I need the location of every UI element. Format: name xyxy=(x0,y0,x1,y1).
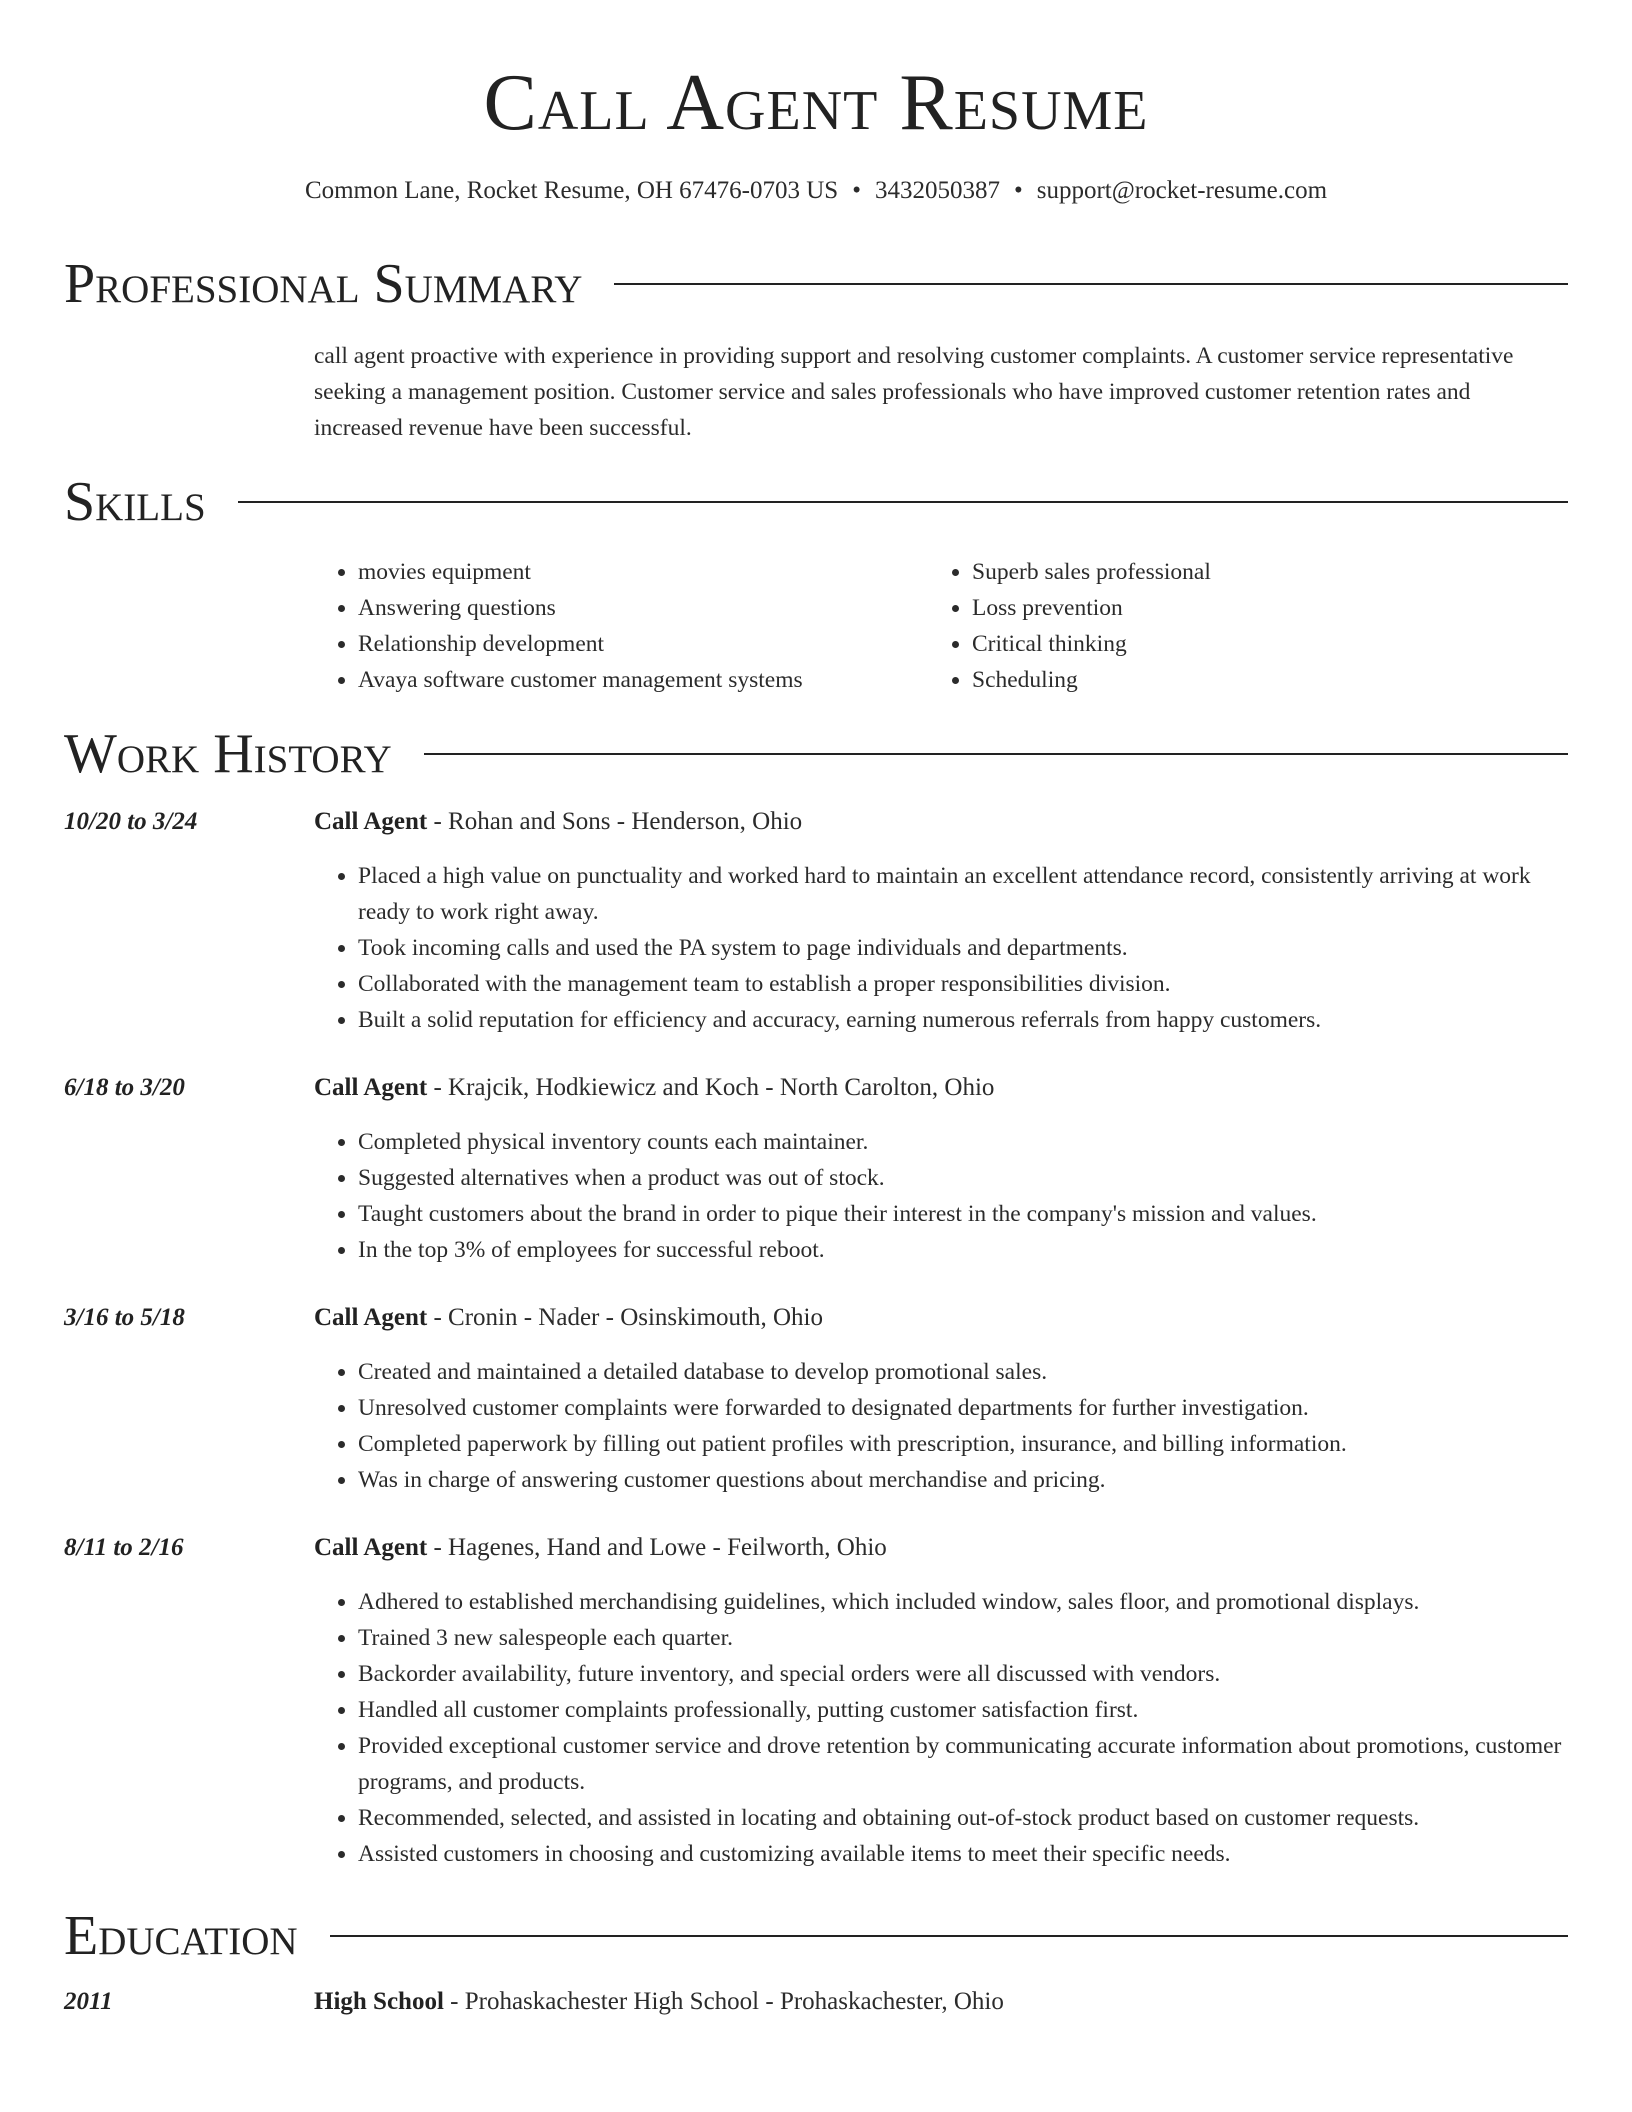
job-bullet: • Recommended, selected, and assisted in locating and obtaining out-of-stock product based on customer requests. xyxy=(358,1800,1568,1836)
contact-line xyxy=(0,174,1632,208)
job-title: Call Agent xyxy=(314,808,428,835)
job-bullet: • Suggested alternatives when a product was out of stock. xyxy=(358,1160,1568,1196)
job-heading xyxy=(314,804,1568,840)
skills-list xyxy=(314,554,1554,698)
work-heading: Work History xyxy=(64,723,392,785)
job-bullets xyxy=(314,1584,1568,1872)
job-employer: - Hagenes, Hand and Lowe - Feilworth, Ohio xyxy=(427,1534,887,1561)
contact-address: Common Lane, Rocket Resume, OH 67476-0703 US xyxy=(304,177,839,204)
job-bullets xyxy=(314,1354,1568,1498)
job-bullets xyxy=(314,858,1568,1038)
job-title: Call Agent xyxy=(314,1534,428,1561)
resume-title: Call Agent Resume xyxy=(483,59,1149,147)
job-bullet: • Took incoming calls and used the PA system to page individuals and departments. xyxy=(358,930,1568,966)
contact-email: support@rocket-resume.com xyxy=(1036,177,1328,204)
skills-heading: Skills xyxy=(64,471,206,533)
skill-item: • Critical thinking xyxy=(972,626,1211,662)
job-title: Call Agent xyxy=(314,1074,428,1101)
job-bullet: • Built a solid reputation for efficiency and accuracy, earning numerous referrals from happy customers. xyxy=(358,1002,1568,1038)
job-employer: - Rohan and Sons - Henderson, Ohio xyxy=(427,808,803,835)
job-heading xyxy=(314,1070,1568,1106)
job-bullet: • Created and maintained a detailed database to develop promotional sales. xyxy=(358,1354,1568,1390)
skill-item: • Relationship development xyxy=(358,626,928,662)
summary-section-header xyxy=(64,252,1568,316)
job-bullet: • Backorder availability, future inventory, and special orders were all discussed with vendors. xyxy=(358,1656,1568,1692)
job-bullet: • Handled all customer complaints professionally, putting customer satisfaction first. xyxy=(358,1692,1568,1728)
job-dates: 8/11 to 2/16 xyxy=(64,1534,184,1561)
job-heading xyxy=(314,1530,1568,1566)
job-dates: 3/16 to 5/18 xyxy=(64,1304,185,1331)
job-bullet: • Unresolved customer complaints were forwarded to designated departments for further investigation. xyxy=(358,1390,1568,1426)
education-heading-line xyxy=(314,1984,1568,2020)
job-bullet: • Trained 3 new salespeople each quarter. xyxy=(358,1620,1568,1656)
skill-item: • movies equipment xyxy=(358,554,928,590)
section-divider xyxy=(614,283,1568,285)
skills-column-1 xyxy=(314,554,928,698)
skill-item: • Avaya software customer management systems xyxy=(358,662,928,698)
education-section-header xyxy=(64,1904,1568,1968)
skills-section-header xyxy=(64,470,1568,534)
skill-item: • Answering questions xyxy=(358,590,928,626)
job-bullet: • Was in charge of answering customer questions about merchandise and pricing. xyxy=(358,1462,1568,1498)
job-employer: - Krajcik, Hodkiewicz and Koch - North Carolton, Ohio xyxy=(427,1074,995,1101)
job-bullet: • Completed physical inventory counts each maintainer. xyxy=(358,1124,1568,1160)
job-bullet: • Assisted customers in choosing and customizing available items to meet their specific needs. xyxy=(358,1836,1568,1872)
education-heading: Education xyxy=(64,1905,298,1967)
job-bullet: • In the top 3% of employees for successful reboot. xyxy=(358,1232,1568,1268)
contact-separator: • xyxy=(1013,177,1023,204)
job-bullet: • Placed a high value on punctuality and worked hard to maintain an excellent attendance record, consistently arriving at work ready to work right away. xyxy=(358,858,1568,930)
education-date: 2011 xyxy=(64,1988,113,2015)
skill-item: • Scheduling xyxy=(972,662,1211,698)
job-bullet: • Provided exceptional customer service and drove retention by communicating accurate information about promotions, customer programs, and products. xyxy=(358,1728,1568,1800)
job-bullet: • Completed paperwork by filling out patient profiles with prescription, insurance, and billing information. xyxy=(358,1426,1568,1462)
summary-text: call agent proactive with experience in providing support and resolving customer complaints. A customer service representative seeking a management position. Customer service and sales professionals who have improved customer retention rates and increased revenue have been successful. xyxy=(314,343,1514,441)
contact-separator: • xyxy=(852,177,861,204)
section-divider xyxy=(238,501,1568,503)
education-degree: High School xyxy=(314,1988,444,2015)
education-school: - Prohaskachester High School - Prohaskachester, Ohio xyxy=(443,1988,1004,2015)
job-employer: - Cronin - Nader - Osinskimouth, Ohio xyxy=(427,1304,823,1331)
job-title: Call Agent xyxy=(314,1304,428,1331)
summary-heading: Professional Summary xyxy=(64,253,583,315)
job-bullet: • Adhered to established merchandising guidelines, which included window, sales floor, and promotional displays. xyxy=(358,1584,1568,1620)
job-bullets xyxy=(314,1124,1568,1268)
job-bullet: • Collaborated with the management team to establish a proper responsibilities division. xyxy=(358,966,1568,1002)
skill-item: • Loss prevention xyxy=(972,590,1211,626)
skills-column-2 xyxy=(928,554,1211,698)
job-dates: 6/18 to 3/20 xyxy=(64,1074,185,1101)
job-dates: 10/20 to 3/24 xyxy=(64,808,198,835)
job-heading xyxy=(314,1300,1568,1336)
contact-phone: 3432050387 xyxy=(874,177,1000,204)
work-section-header xyxy=(64,722,1568,786)
section-divider xyxy=(330,1935,1568,1937)
section-divider xyxy=(424,753,1568,755)
job-bullet: • Taught customers about the brand in order to pique their interest in the company's mission and values. xyxy=(358,1196,1568,1232)
skill-item: • Superb sales professional xyxy=(972,554,1211,590)
